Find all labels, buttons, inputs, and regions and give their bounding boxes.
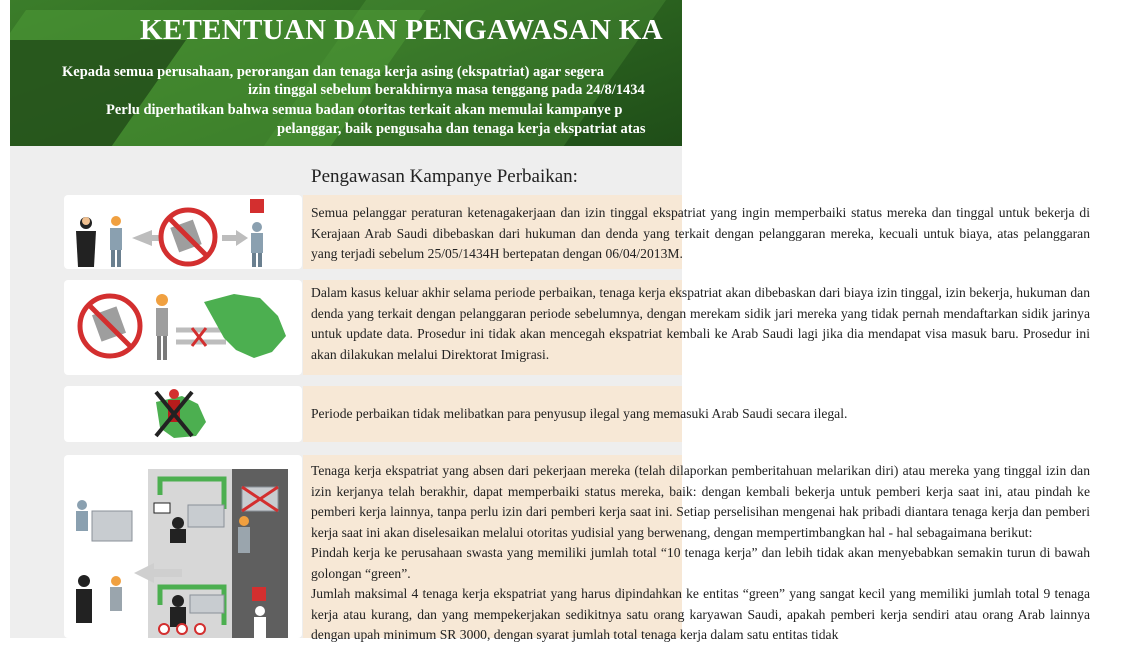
paragraph-1 — [311, 203, 1090, 265]
paragraph-2-text: Dalam kasus keluar akhir selama periode perbaikan, tenaga kerja ekspatriat akan dibebaskan dari biaya izin tinggal, izin bekerja, hukuman dan denda yang terkait dengan pelanggaran periode sebelumnya, dengan merekam sidik jari mereka yang tidak pernah mendaftarkan sidik jarinya untuk update data. Prosedur ini tidak akan mencegah ekspatriat kembali ke Arab Saudi lagi jika dia mendapat visa masuk baru. Prosedur ini akan dilakukan melalui Direktorat Imigrasi. — [311, 285, 1090, 362]
banner-line-1: Kepada semua perusahaan, perorangan dan tenaga kerja asing (ekspatriat) agar segera — [62, 64, 605, 80]
icon-card-2 — [64, 280, 302, 375]
final-exit-illustration-icon — [64, 280, 302, 375]
icon-card-1 — [64, 195, 302, 269]
employer-transfer-illustration-icon — [64, 455, 302, 638]
icon-card-3 — [64, 386, 302, 442]
paragraph-4a-text: Tenaga kerja ekspatriat yang absen dari pekerjaan mereka (telah dilaporkan pemberitahuan melarikan diri) atau mereka yang tinggal izin dan izin kerjanya telah berakhir, dapat memperbaiki status mereka, baik: dengan kembali bekerja untuk pemberi kerja saat ini, atau pindah ke pemberi kerja lainnya, tanpa perlu izin dari pemberi kerja saat ini. Setiap perselisihan mengenai hak pribadi diantara tenaga kerja dan pemberi kerja saat ini akan diselesaikan melalui otoritas yudisial yang berwenang, dengan mempertimbangkan hal - hal sebagaimana berikut: — [311, 463, 1090, 540]
paragraph-4b-text: Pindah kerja ke perusahaan swasta yang memiliki jumlah total “10 tenaga kerja” dan lebih tidak akan menyebabkan semakin turun di bawah golongan “green”. — [311, 545, 1090, 581]
illegal-infiltrator-illustration-icon — [64, 386, 302, 442]
amnesty-illustration-icon — [64, 195, 302, 269]
banner-line-4: pelanggar, baik pengusaha dan tenaga kerja ekspatriat atas — [277, 121, 646, 137]
paragraph-1-text: Semua pelanggar peraturan ketenagakerjaan dan izin tinggal ekspatriat yang ingin memperbaiki status mereka dan tinggal untuk bekerja di Kerajaan Arab Saudi dibebaskan dari hukuman dan denda yang terkait dengan pelanggaran mereka, kecuali untuk biaya, atas pelanggaran yang terjadi sebelum 25/05/1434H bertepatan dengan 06/04/2013M. — [311, 205, 1090, 261]
header-banner — [10, 0, 682, 146]
paragraph-3 — [311, 404, 1090, 425]
paragraph-4c-text: Jumlah maksimal 4 tenaga kerja ekspatriat yang harus dipindahkan ke entitas “green” yang sangat kecil yang memiliki jumlah total 9 tenaga kerja atau kurang, dan yang mempekerjakan sedikitnya satu orang karyawan Saudi, apakah pemberi kerja sendiri atau orang Arab lainnya dengan upah minimum SR 3000, dengan syarat jumlah total tenaga kerja dalam satu entitas tidak — [311, 586, 1090, 642]
paragraph-2 — [311, 283, 1090, 365]
banner-title: KETENTUAN DAN PENGAWASAN KA — [140, 14, 663, 46]
paragraph-4 — [311, 461, 1090, 646]
paragraph-3-text: Periode perbaikan tidak melibatkan para penyusup ilegal yang memasuki Arab Saudi secara ilegal. — [311, 406, 848, 421]
banner-line-3: Perlu diperhatikan bahwa semua badan otoritas terkait akan memulai kampanye p — [106, 102, 623, 118]
icon-card-4 — [64, 455, 302, 638]
section-title: Pengawasan Kampanye Perbaikan: — [311, 166, 578, 187]
banner-line-2: izin tinggal sebelum berakhirnya masa tenggang pada 24/8/1434 — [248, 82, 645, 98]
